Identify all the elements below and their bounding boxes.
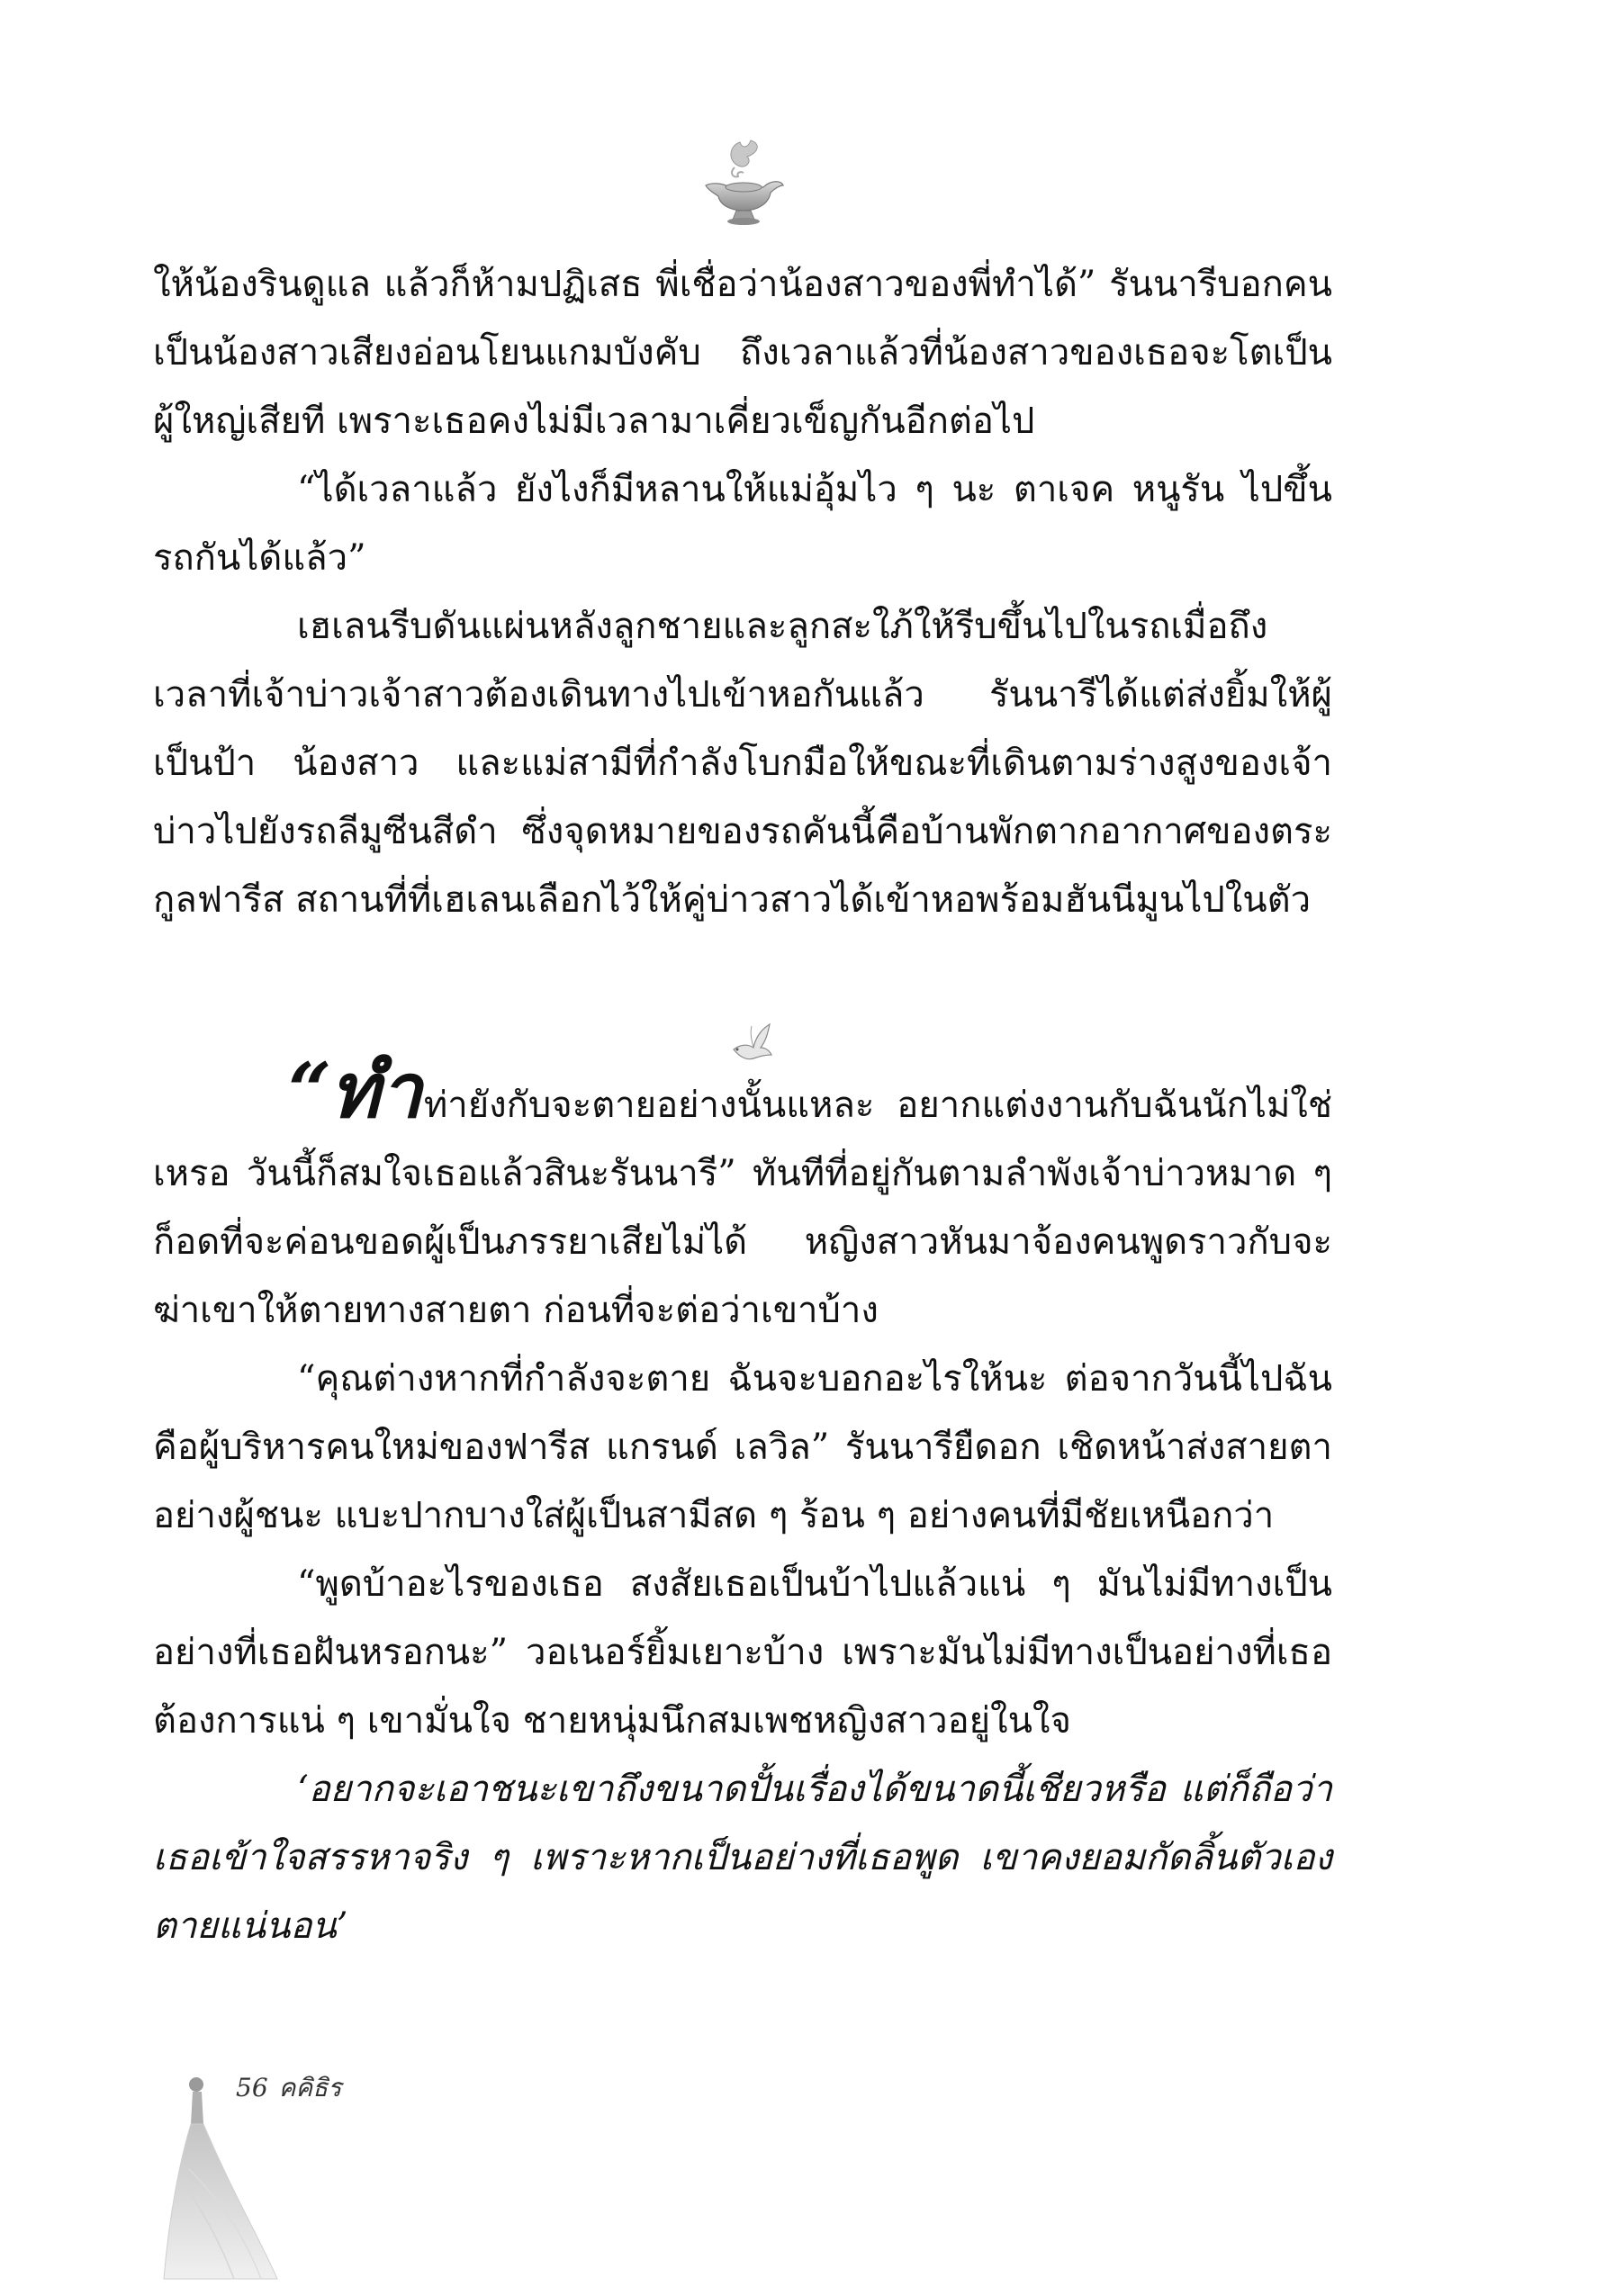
paragraph: “ได้เวลาแล้ว ยังไงก็มีหลานให้แม่อุ้มไว ๆ นะ ตาเจค หนูรัน ไปขึ้นรถกันได้แล้ว” bbox=[153, 469, 1332, 579]
drop-cap: “ทำ bbox=[288, 1046, 420, 1135]
paragraph: ให้น้องรินดูแล แล้วก็ห้ามปฏิเสธ พี่เชื่อว่าน้องสาวของพี่ทำได้” รันนารีบอกคนเป็นน้องสาวเสียงอ่อนโยนแกมบังคับ ถึงเวลาแล้วที่น้องสาวของเธอจะโตเป็นผู้ใหญ่เสียที เพราะเธอคงไม่มีเวลามาเคี่ยวเข็ญกันอีกต่อไป bbox=[153, 264, 1332, 442]
paragraph: เฮเลนรีบดันแผ่นหลังลูกชายและลูกสะใภ้ให้รีบขึ้นไปในรถเมื่อถึงเวลาที่เจ้าบ่าวเจ้าสาวต้องเดินทางไปเข้าหอกันแล้ว รันนารีได้แต่ส่งยิ้มให้ผู้เป็นป้า น้องสาว และแม่สามีที่กำลังโบกมือให้ขณะที่เดินตามร่างสูงของเจ้าบ่าวไปยังรถลีมูซีนสีดำ ซึ่งจุดหมายของรถคันนี้คือบ้านพักตากอากาศของตระกูลฟารีส สถานที่ที่เฮเลนเลือกไว้ให้คู่บ่าวสาวได้เข้าหอพร้อมฮันนีมูนไปในตัว bbox=[153, 606, 1332, 921]
page-number: 56 bbox=[236, 2073, 268, 2102]
page-footer bbox=[236, 2068, 352, 2108]
lead-text: ท่ายังกับจะตายอย่างนั้นแหละ อยากแต่งงานกับฉันนักไม่ใช่เหรอ วันนี้ก็สมใจเธอแล้วสินะรันนารี” ทันทีที่อยู่กันตามลำพังเจ้าบ่าวหมาด ๆ ก็อดที่จะค่อนขอดผู้เป็นภรรยาเสียไม่ได้ หญิงสาวหันมาจ้องคนพูดราวกับจะฆ่าเขาให้ตายทางสายตา ก่อนที่จะต่อว่าเขาบ้าง bbox=[153, 1085, 1332, 1331]
paragraph-lead bbox=[153, 1046, 1332, 1345]
text-block-2 bbox=[153, 1046, 1332, 1960]
paragraph: “พูดบ้าอะไรของเธอ สงสัยเธอเป็นบ้าไปแล้วแน่ ๆ มันไม่มีทางเป็นอย่างที่เธอฝันหรอกนะ” วอเนอร์ยิ้มเยาะบ้าง เพราะมันไม่มีทางเป็นอย่างที่เธอต้องการแน่ ๆ เขามั่นใจ ชายหนุ่มนึกสมเพชหญิงสาวอยู่ในใจ bbox=[153, 1563, 1332, 1742]
genie-lamp-icon bbox=[693, 133, 792, 232]
text-block-1 bbox=[153, 250, 1332, 934]
paragraph: “คุณต่างหากที่กำลังจะตาย ฉันจะบอกอะไรให้นะ ต่อจากวันนี้ไปฉันคือผู้บริหารคนใหม่ของฟารีส แกรนด์ เลวิล” รันนารียืดอก เชิดหน้าส่งสายตาอย่างผู้ชนะ แบะปากบางใส่ผู้เป็นสามีสด ๆ ร้อน ๆ อย่างคนที่มีชัยเหนือกว่า bbox=[153, 1358, 1332, 1536]
author-name: คคิธิร bbox=[278, 2073, 342, 2102]
paragraph-italic: ‘อยากจะเอาชนะเขาถึงขนาดปั้นเรื่องได้ขนาดนี้เชียวหรือ แต่ก็ถือว่าเธอเข้าใจสรรหาจริง ๆ เพราะหากเป็นอย่างที่เธอพูด เขาคงยอมกัดลิ้นตัวเองตายแน่นอน’ bbox=[153, 1769, 1332, 1947]
dove-icon bbox=[725, 1017, 779, 1071]
